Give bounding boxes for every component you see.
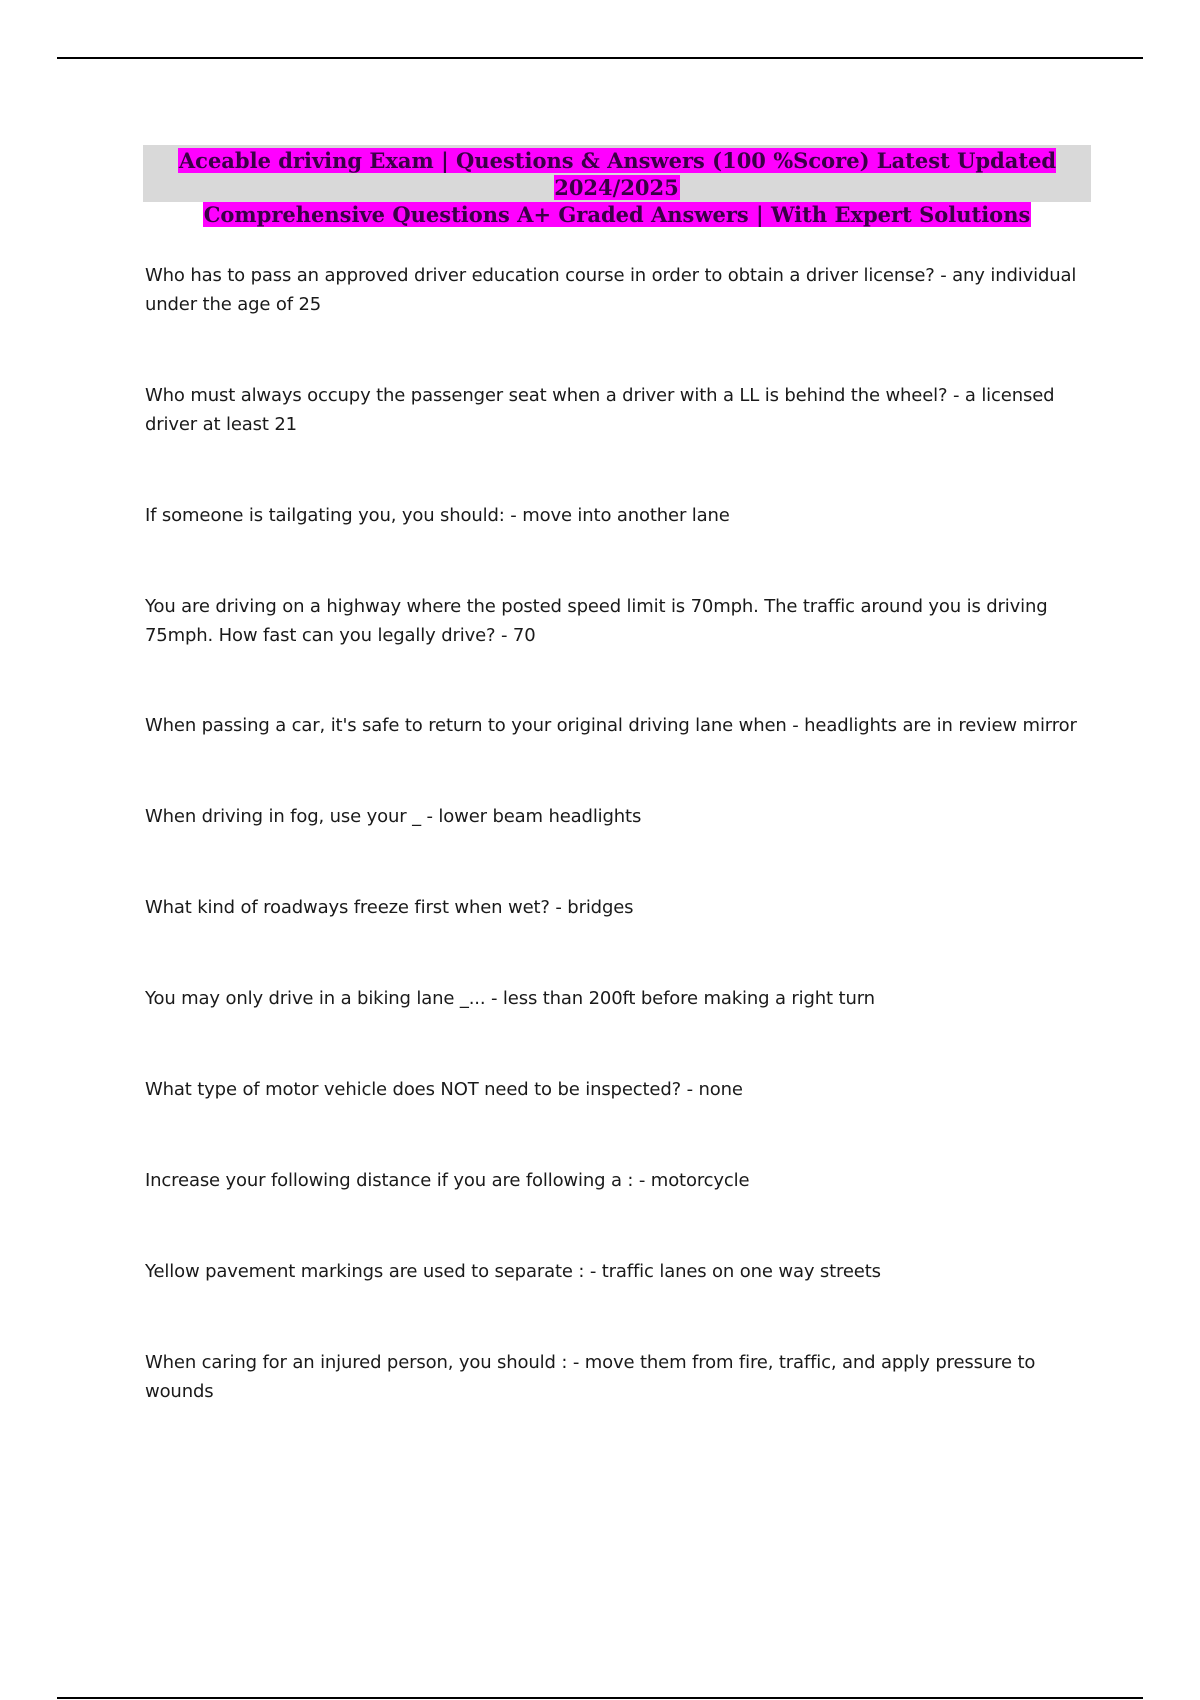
qa-item-9: What type of motor vehicle does NOT need to be inspected? - none bbox=[145, 1079, 743, 1100]
qa-item-5: When passing a car, it's safe to return to your original driving lane when - headlights are in review mirror bbox=[145, 715, 1077, 736]
qa-item-11: Yellow pavement markings are used to separate : - traffic lanes on one way streets bbox=[145, 1261, 881, 1282]
qa-item-8: You may only drive in a biking lane _... - less than 200ft before making a right turn bbox=[145, 988, 875, 1009]
qa-item-6: When driving in fog, use your _ - lower beam headlights bbox=[145, 806, 642, 827]
qa-item-4: You are driving on a highway where the posted speed limit is 70mph. The traffic around you is driving 75mph. How fast can you legally drive? - 70 bbox=[145, 596, 1048, 646]
qa-item-12: When caring for an injured person, you should : - move them from fire, traffic, and apply pressure to wounds bbox=[145, 1352, 1036, 1402]
qa-item-1: Who has to pass an approved driver education course in order to obtain a driver license? - any individual under the age of 25 bbox=[145, 265, 1077, 315]
qa-item-2: Who must always occupy the passenger seat when a driver with a LL is behind the wheel? - a licensed driver at least 21 bbox=[145, 385, 1055, 435]
qa-item-10: Increase your following distance if you are following a : - motorcycle bbox=[145, 1170, 750, 1191]
title-line-1: Aceable driving Exam | Questions & Answers (100 %Score) Latest Updated 2024/2025 bbox=[178, 148, 1057, 200]
top-rule bbox=[57, 57, 1143, 59]
bottom-rule bbox=[57, 1697, 1143, 1699]
title-line-2: Comprehensive Questions A+ Graded Answers | With Expert Solutions bbox=[203, 202, 1031, 227]
document-title bbox=[143, 145, 1091, 227]
qa-item-3: If someone is tailgating you, you should: - move into another lane bbox=[145, 505, 730, 526]
qa-item-7: What kind of roadways freeze first when wet? - bridges bbox=[145, 897, 634, 918]
